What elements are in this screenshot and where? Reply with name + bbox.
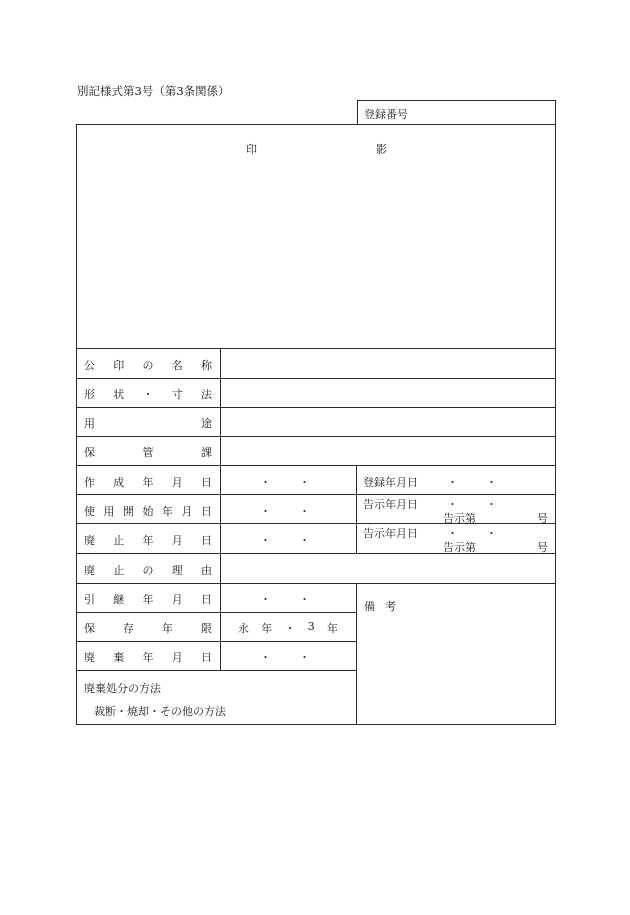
use-start-notice-number-suffix: 号 — [537, 512, 548, 525]
shape-size-label: 形 状 ・ 寸 法 — [84, 388, 212, 401]
use-start-notice-date-label: 告示年月日 — [363, 498, 418, 511]
remarks-label: 備 考 — [364, 600, 396, 613]
registration-number-label: 登録番号 — [364, 108, 408, 121]
retention-period-field[interactable]: 永 年 ・ 3 年 — [238, 620, 338, 635]
disposal-method-label: 廃棄処分の方法 — [84, 682, 161, 695]
creation-date-label: 作 成 年 月 日 — [84, 476, 212, 489]
handover-date-field[interactable]: ・ ・ — [260, 593, 312, 606]
usage-label: 用 途 — [84, 417, 212, 430]
disposal-method-options[interactable]: 裁断・焼却・その他の方法 — [94, 705, 226, 718]
use-start-notice-date-field[interactable]: ・ ・ — [447, 498, 499, 511]
abolition-date-field[interactable]: ・ ・ — [260, 534, 312, 547]
abolition-notice-number-label: 告示第 — [443, 541, 476, 554]
remarks-field[interactable] — [364, 616, 550, 720]
seal-impression-label-right: 影 — [376, 143, 387, 156]
seal-impression-area[interactable] — [80, 160, 550, 344]
managing-section-label: 保 管 課 — [84, 446, 212, 459]
registration-date-label: 登録年月日 — [363, 476, 418, 489]
abolition-notice-date-label: 告示年月日 — [363, 527, 418, 540]
seal-impression-label-left: 印 — [246, 143, 257, 156]
use-start-date-label: 使 用 開 始 年 月 日 — [84, 505, 212, 518]
abolition-notice-number-suffix: 号 — [537, 541, 548, 554]
use-start-notice-number-label: 告示第 — [443, 512, 476, 525]
abolition-reason-label: 廃 止 の 理 由 — [84, 564, 212, 577]
handover-date-label: 引 継 年 月 日 — [84, 593, 212, 606]
seal-name-label: 公 印 の 名 称 — [84, 359, 212, 372]
retention-period-label: 保 存 年 限 — [84, 622, 212, 635]
creation-date-field[interactable]: ・ ・ — [260, 476, 312, 489]
form-label: 別記様式第3号（第3条関係） — [77, 84, 230, 98]
abolition-date-label: 廃 止 年 月 日 — [84, 534, 212, 547]
disposal-date-label: 廃 棄 年 月 日 — [84, 651, 212, 664]
use-start-date-field[interactable]: ・ ・ — [260, 505, 312, 518]
abolition-notice-date-field[interactable]: ・ ・ — [447, 527, 499, 540]
disposal-date-field[interactable]: ・ ・ — [260, 651, 312, 664]
registration-date-field[interactable]: ・ ・ — [447, 476, 499, 489]
